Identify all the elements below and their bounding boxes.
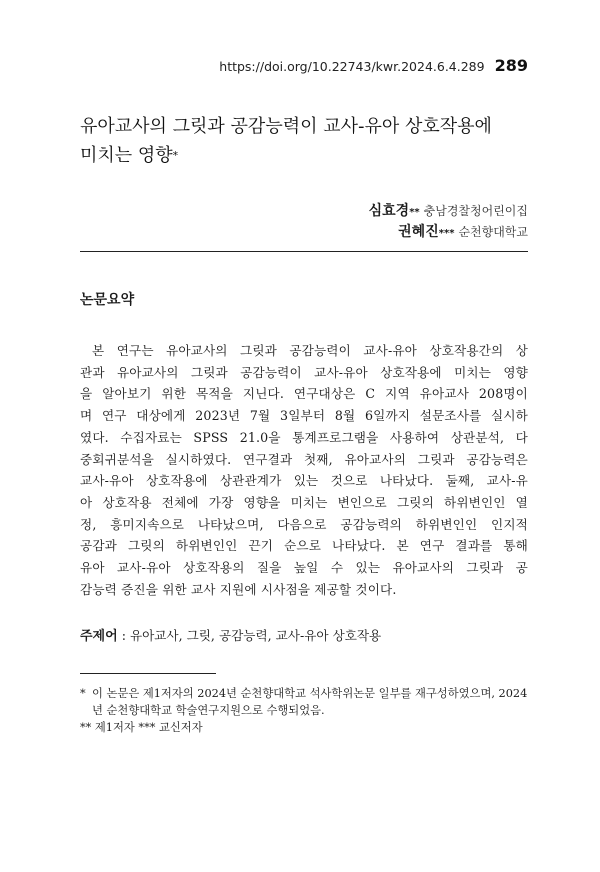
author-1-affiliation: 충남경찰청어린이집 bbox=[423, 204, 528, 218]
footnote-2-text-b: 교신저자 bbox=[158, 721, 203, 734]
keywords-list: 유아교사, 그릿, 공감능력, 교사-유아 상호작용 bbox=[129, 628, 382, 643]
abstract-line: 관과 유아교사의 그릿과 공감능력이 교사-유아 상호작용에 미치는 영향 bbox=[80, 364, 528, 380]
abstract-line: 유아 교사-유아 상호작용의 질을 높일 수 있는 유아교사의 그릿과 공 bbox=[80, 560, 528, 576]
author-1-marker: ** bbox=[409, 207, 420, 218]
footnotes bbox=[80, 685, 532, 736]
author-1 bbox=[369, 200, 528, 220]
title-divider bbox=[80, 251, 528, 252]
abstract-line: 을 알아보기 위한 목적을 지닌다. 연구대상은 C 지역 유아교사 208명이 bbox=[80, 386, 528, 402]
footnote-1 bbox=[80, 685, 532, 719]
doi-link[interactable]: https://doi.org/10.22743/kwr.2024.6.4.289 bbox=[219, 59, 485, 74]
abstract-line: 였다. 수집자료는 SPSS 21.0을 통계프로그램을 사용하여 상관분석, 다 bbox=[80, 429, 528, 445]
page-number: 289 bbox=[494, 56, 528, 75]
abstract-line: 며 연구 대상에게 2023년 7월 3일부터 8월 6일까지 설문조사를 실시하 bbox=[80, 408, 528, 424]
keywords-label: 주제어 bbox=[80, 629, 118, 644]
author-2-marker: *** bbox=[438, 228, 455, 239]
footnote-2 bbox=[80, 719, 532, 736]
author-2-name: 권혜진 bbox=[398, 224, 439, 240]
author-2 bbox=[398, 221, 528, 241]
footnote-1-text: 이 논문은 제1저자의 2024년 순천향대학교 석사학위논문 일부를 재구성하였으며, 2024년 순천향대학교 학술연구지원으로 수행되었음. bbox=[92, 687, 528, 717]
footnote-2-symbol-b: *** bbox=[138, 721, 156, 734]
keywords-separator: : bbox=[117, 628, 130, 643]
abstract-line: 감능력 증진을 위한 교사 지원에 시사점을 제공할 것이다. bbox=[80, 581, 397, 597]
running-header bbox=[219, 56, 528, 75]
footnote-2-symbol-a: ** bbox=[80, 721, 92, 734]
title-line-2-text: 미치는 영향 bbox=[80, 145, 173, 166]
footnote-2-text-a: 제1저자 bbox=[94, 721, 135, 734]
abstract-line: 정, 흥미지속으로 나타났으며, 다음으로 공감능력의 하위변인인 인지적 bbox=[80, 516, 528, 532]
author-1-name: 심효경 bbox=[368, 203, 410, 219]
keywords bbox=[80, 625, 381, 644]
abstract-line: 본 연구는 유아교사의 그릿과 공감능력이 교사-유아 상호작용간의 상 bbox=[92, 343, 528, 358]
title-footnote-marker: * bbox=[172, 149, 179, 162]
abstract-body bbox=[80, 340, 528, 600]
footnote-rule bbox=[80, 673, 216, 674]
abstract-line: 공감과 그릿의 하위변인인 끈기 순으로 나타났다. 본 연구 결과를 통해 bbox=[80, 538, 528, 554]
abstract-line: 교사-유아 상호작용에 상관관계가 있는 것으로 나타났다. 둘째, 교사-유 bbox=[80, 473, 528, 489]
paper-title bbox=[80, 112, 540, 170]
title-line-2 bbox=[80, 141, 540, 170]
title-line-1: 유아교사의 그릿과 공감능력이 교사-유아 상호작용에 bbox=[80, 116, 492, 137]
abstract-line: 아 상호작용 전체에 가장 영향을 미치는 변인으로 그릿의 하위변인인 열 bbox=[80, 494, 528, 510]
author-2-affiliation: 순천향대학교 bbox=[458, 225, 528, 239]
abstract-heading: 논문요약 bbox=[80, 292, 135, 308]
abstract-line: 중회귀분석을 실시하였다. 연구결과 첫째, 유아교사의 그릿과 공감능력은 bbox=[80, 451, 528, 467]
footnote-1-symbol: * bbox=[80, 687, 86, 700]
